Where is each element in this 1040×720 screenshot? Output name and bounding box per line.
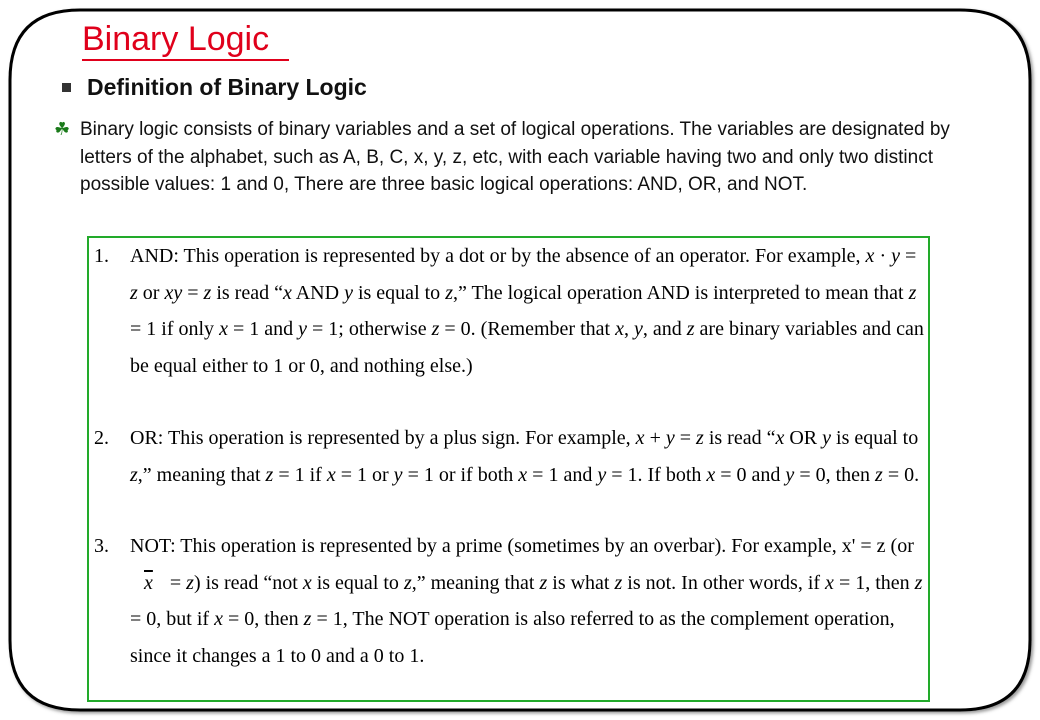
list-item-not (94, 528, 924, 674)
section-heading (62, 74, 367, 101)
item-number: 3. (94, 535, 109, 557)
item-label: NOT (130, 535, 171, 557)
item-text: AND: This operation is represented by a dot or by the absence of an operator. For example, x · y = z or xy = z is read “x AND y is equal to z,” The logical operation AND is interpreted to mean that z = 1 if only x = 1 and y = 1; otherwise z = 0. (Remember that x, y, and z are binary variables and can be equal either to 1 or 0, and nothing else.) (130, 245, 924, 377)
item-number: 1. (94, 245, 109, 267)
item-number: 2. (94, 427, 109, 449)
square-bullet-icon (62, 83, 71, 92)
section-heading-text: Definition of Binary Logic (87, 74, 367, 100)
definitions-box (87, 236, 930, 702)
intro-text: Binary logic consists of binary variables and a set of logical operations. The variables are designated by letters of the alphabet, such as A, B, C, x, y, z, etc, with each variable having two and only two distinct possible values: 1 and 0, There are three basic logical operations: AND, OR, and NOT. (80, 119, 950, 195)
item-label: AND (130, 245, 174, 267)
item-label: OR (130, 427, 158, 449)
list-item-or (94, 420, 924, 493)
item-text: OR: This operation is represented by a plus sign. For example, x + y = z is read “x OR y is equal to z,” meaning that z = 1 if x = 1 or y = 1 or if both x = 1 and y = 1. If both x = 0 and y = 0, then z = 0. (130, 427, 920, 486)
slide-title: Binary Logic (82, 20, 270, 58)
intro-paragraph (52, 116, 1002, 199)
list-item-and (94, 238, 924, 384)
title-underline (82, 59, 289, 61)
clover-bullet-icon: ☘ (54, 119, 71, 139)
item-text: NOT: This operation is represented by a prime (sometimes by an overbar). For example, x' = z (or $\overline{x} = z$) is read “not x is equal to z,” meaning that z is what z is not. In other words, if x = 1, then z = 0, but if x = 0, then z = 1, The NOT operation is also referred to as the complement operation, since it changes a 1 to 0 and a 0 to 1. (130, 535, 923, 667)
